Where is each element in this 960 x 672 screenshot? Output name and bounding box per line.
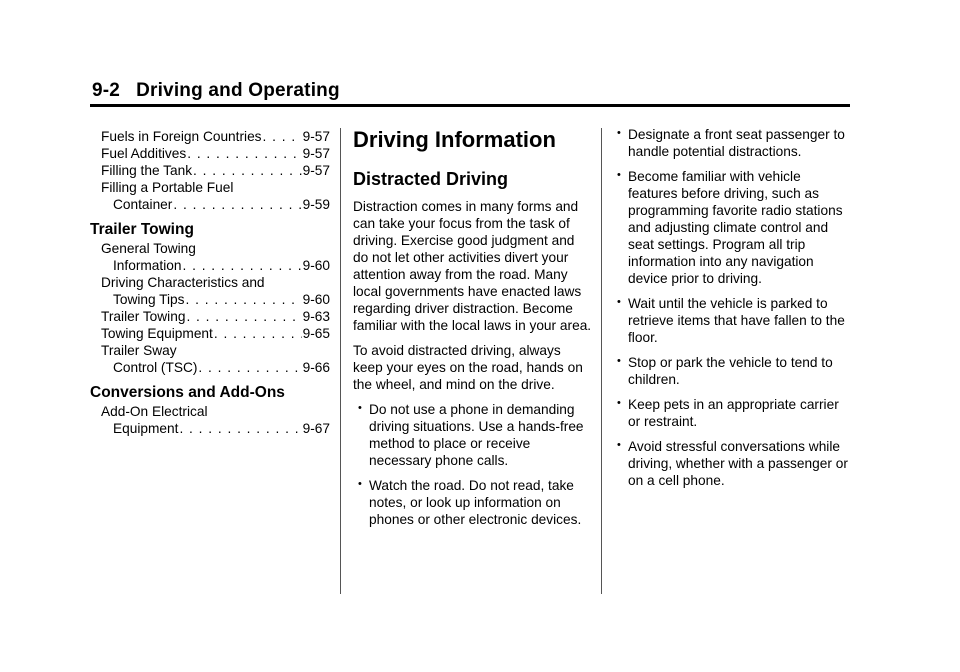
paragraph: Distraction comes in many forms and can take your focus from the task of driving. Exercise good judgment and do not let other activities divert your attention away from the road. Many local governments have enacted laws regarding driver distraction. Become familiar with the local laws in your area. xyxy=(353,199,592,333)
toc-entry-line[interactable]: Filling a Portable Fuel xyxy=(101,180,234,195)
bullet-icon: • xyxy=(617,439,621,451)
toc-entry[interactable]: Fuels in Foreign Countries . . . 9-57 xyxy=(101,128,330,145)
article-column-1 xyxy=(353,126,593,536)
bullet-item: • Avoid stressful conversations while driving, whether with a passenger or on a cell phone. xyxy=(617,439,848,488)
subsection-title: Distracted Driving xyxy=(353,169,509,189)
toc-entry[interactable]: Towing Tips . . . 9-60 xyxy=(113,291,330,308)
toc-entry[interactable]: Control (TSC) . . . 9-66 xyxy=(113,359,330,376)
header-rule xyxy=(90,104,850,107)
toc-entry[interactable]: Filling the Tank . . . 9-57 xyxy=(101,162,330,179)
toc-section-heading[interactable]: Trailer Towing xyxy=(90,221,194,238)
toc-entry[interactable]: Information . . . 9-60 xyxy=(113,257,330,274)
toc-entry[interactable]: Container . . . 9-59 xyxy=(113,196,330,213)
column-divider-2 xyxy=(601,128,602,594)
page-header xyxy=(92,80,340,102)
bullet-item: • Wait until the vehicle is parked to retrieve items that have fallen to the floor. xyxy=(617,296,845,345)
article-column-2 xyxy=(612,126,852,497)
bullet-icon: • xyxy=(358,478,362,490)
bullet-item: • Watch the road. Do not read, take notes, or look up information on phones or other electronic devices. xyxy=(358,478,582,527)
bullet-item: • Designate a front seat passenger to handle potential distractions. xyxy=(617,127,845,159)
bullet-item: • Do not use a phone in demanding driving situations. Use a hands-free method to place or receive necessary phone calls. xyxy=(358,402,584,468)
bullet-icon: • xyxy=(617,397,621,409)
toc-entry-line[interactable]: Driving Characteristics and xyxy=(101,275,265,290)
toc-entry[interactable]: Equipment . . . 9-67 xyxy=(113,420,330,437)
bullet-item: • Stop or park the vehicle to tend to children. xyxy=(617,355,833,387)
toc-entry[interactable]: Trailer Towing . . . 9-63 xyxy=(101,308,330,325)
toc-entry-line[interactable]: Add-On Electrical xyxy=(101,404,208,419)
bullet-icon: • xyxy=(617,127,621,139)
toc-entry-line[interactable]: General Towing xyxy=(101,241,196,256)
toc-entry-line[interactable]: Trailer Sway xyxy=(101,343,177,358)
paragraph: To avoid distracted driving, always keep your eyes on the road, hands on the wheel, and mind on the drive. xyxy=(353,343,583,392)
toc-section-heading[interactable]: Conversions and Add-Ons xyxy=(90,384,285,401)
toc-entry[interactable]: Fuel Additives . . . 9-57 xyxy=(101,145,330,162)
chapter-title: Driving and Operating xyxy=(136,80,340,101)
bullet-icon: • xyxy=(617,355,621,367)
bullet-icon: • xyxy=(358,402,362,414)
bullet-icon: • xyxy=(617,296,621,308)
toc-entry[interactable]: Towing Equipment . . . 9-65 xyxy=(101,325,330,342)
section-title: Driving Information xyxy=(353,127,556,152)
bullet-item: • Become familiar with vehicle features before driving, such as programming favorite radio stations and adjusting climate control and seat settings. Program all trip information into any navigation device prior to driving. xyxy=(617,169,843,286)
bullet-icon: • xyxy=(617,169,621,181)
column-divider-1 xyxy=(340,128,341,594)
page-number: 9-2 xyxy=(92,80,121,101)
bullet-item: • Keep pets in an appropriate carrier or restraint. xyxy=(617,397,839,429)
toc-column xyxy=(90,128,330,437)
